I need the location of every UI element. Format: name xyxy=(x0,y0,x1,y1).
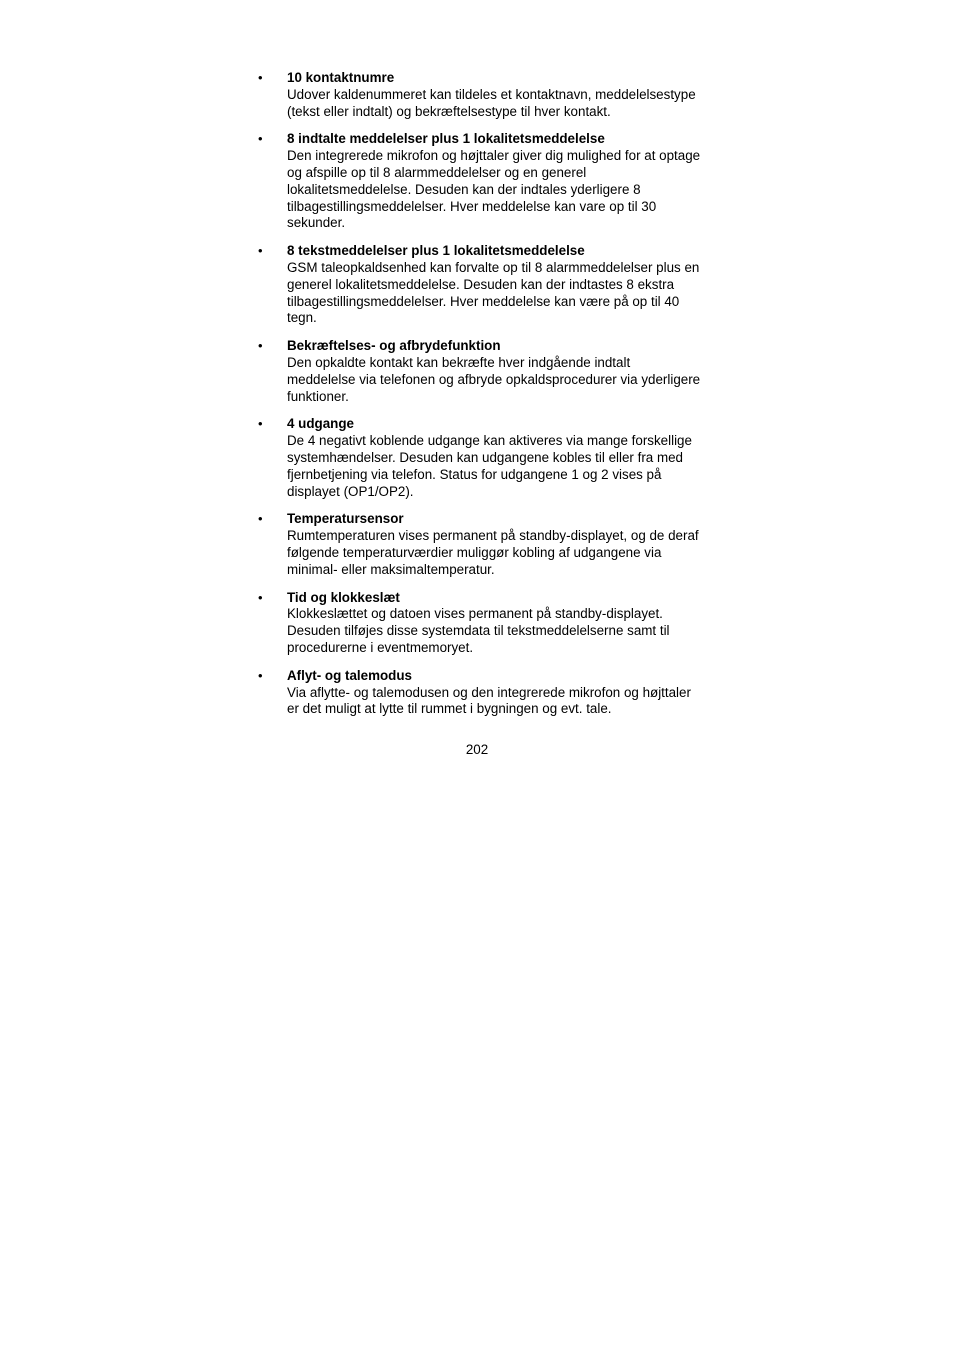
feature-title: 10 kontaktnumre xyxy=(287,70,395,85)
feature-item-time-clock xyxy=(258,590,738,657)
bullet-icon: • xyxy=(258,589,263,605)
feature-list xyxy=(258,70,738,729)
feature-description: Den integrerede mikrofon og højttaler giver dig mulighed for at optage og afspille op til 8 alarmmeddelelser og en generel lokalitetsmeddelelse. Desuden kan der indtales yderligere 8 tilbagestillingsmeddelelser. Hver meddelelse kan vare op til 30 sekunder. xyxy=(287,148,701,231)
feature-title: 8 tekstmeddelelser plus 1 lokalitetsmeddelelse xyxy=(287,243,585,259)
feature-description: GSM taleopkaldsenhed kan forvalte op til 8 alarmmeddelelser plus en generel lokalitetsmeddelelse. Desuden kan der indtastes 8 ekstra tilbagestillingsmeddelelser. Hver meddelelse kan være på op til 40 tegn. xyxy=(287,259,700,326)
bullet-icon: • xyxy=(258,338,263,354)
feature-item-voice-messages xyxy=(258,131,738,232)
feature-title: Temperatursensor xyxy=(287,511,404,527)
bullet-icon: • xyxy=(258,511,263,527)
feature-item-text-messages xyxy=(258,243,738,327)
feature-title: 4 udgange xyxy=(287,416,354,432)
feature-description: Rumtemperaturen vises permanent på standby-displayet, og de deraf følgende temperaturværdier muliggør kobling af udgangene via minimal- eller maksimaltemperatur. xyxy=(287,528,699,577)
feature-description: De 4 negativt koblende udgange kan aktiveres via mange forskellige systemhændelser. Desuden kan udgangene kobles til eller fra med fjernbetjening via telefon. Status for udgangene 1 og 2 vises på displayet (OP1/OP2). xyxy=(287,433,692,499)
feature-description: Via aflytte- og talemodusen og den integrerede mikrofon og højttaler er det muligt at lytte til rummet i bygningen og evt. tale. xyxy=(287,684,691,717)
feature-title: Tid og klokkeslæt xyxy=(287,589,400,605)
feature-title: Aflyt- og talemodus xyxy=(287,667,412,683)
feature-item-listen-talk-mode xyxy=(258,668,738,718)
bullet-icon: • xyxy=(258,70,263,85)
bullet-icon: • xyxy=(258,131,263,147)
feature-description: Udover kaldenummeret kan tildeles et kontaktnavn, meddelelsestype (tekst eller indtalt) og bekræftelsestype til hver kontakt. xyxy=(287,86,696,119)
bullet-icon: • xyxy=(258,243,263,259)
feature-title: Bekræftelses- og afbrydefunktion xyxy=(287,338,501,354)
feature-title: 8 indtalte meddelelser plus 1 lokalitetsmeddelelse xyxy=(287,131,605,147)
feature-item-contact-numbers xyxy=(258,70,738,120)
feature-item-outputs xyxy=(258,416,738,500)
bullet-icon: • xyxy=(258,416,263,432)
feature-description: Klokkeslættet og datoen vises permanent på standby-displayet. Desuden tilføjes disse systemdata til tekstmeddelelserne samt til procedurerne i eventmemoryet. xyxy=(287,606,670,655)
feature-description: Den opkaldte kontakt kan bekræfte hver indgående indtalt meddelelse via telefonen og afbryde opkaldsprocedurer via yderligere funktioner. xyxy=(287,354,701,404)
feature-item-temperature-sensor xyxy=(258,511,738,578)
bullet-icon: • xyxy=(258,667,263,683)
page-number: 202 xyxy=(465,742,489,757)
feature-item-confirmation xyxy=(258,338,738,405)
